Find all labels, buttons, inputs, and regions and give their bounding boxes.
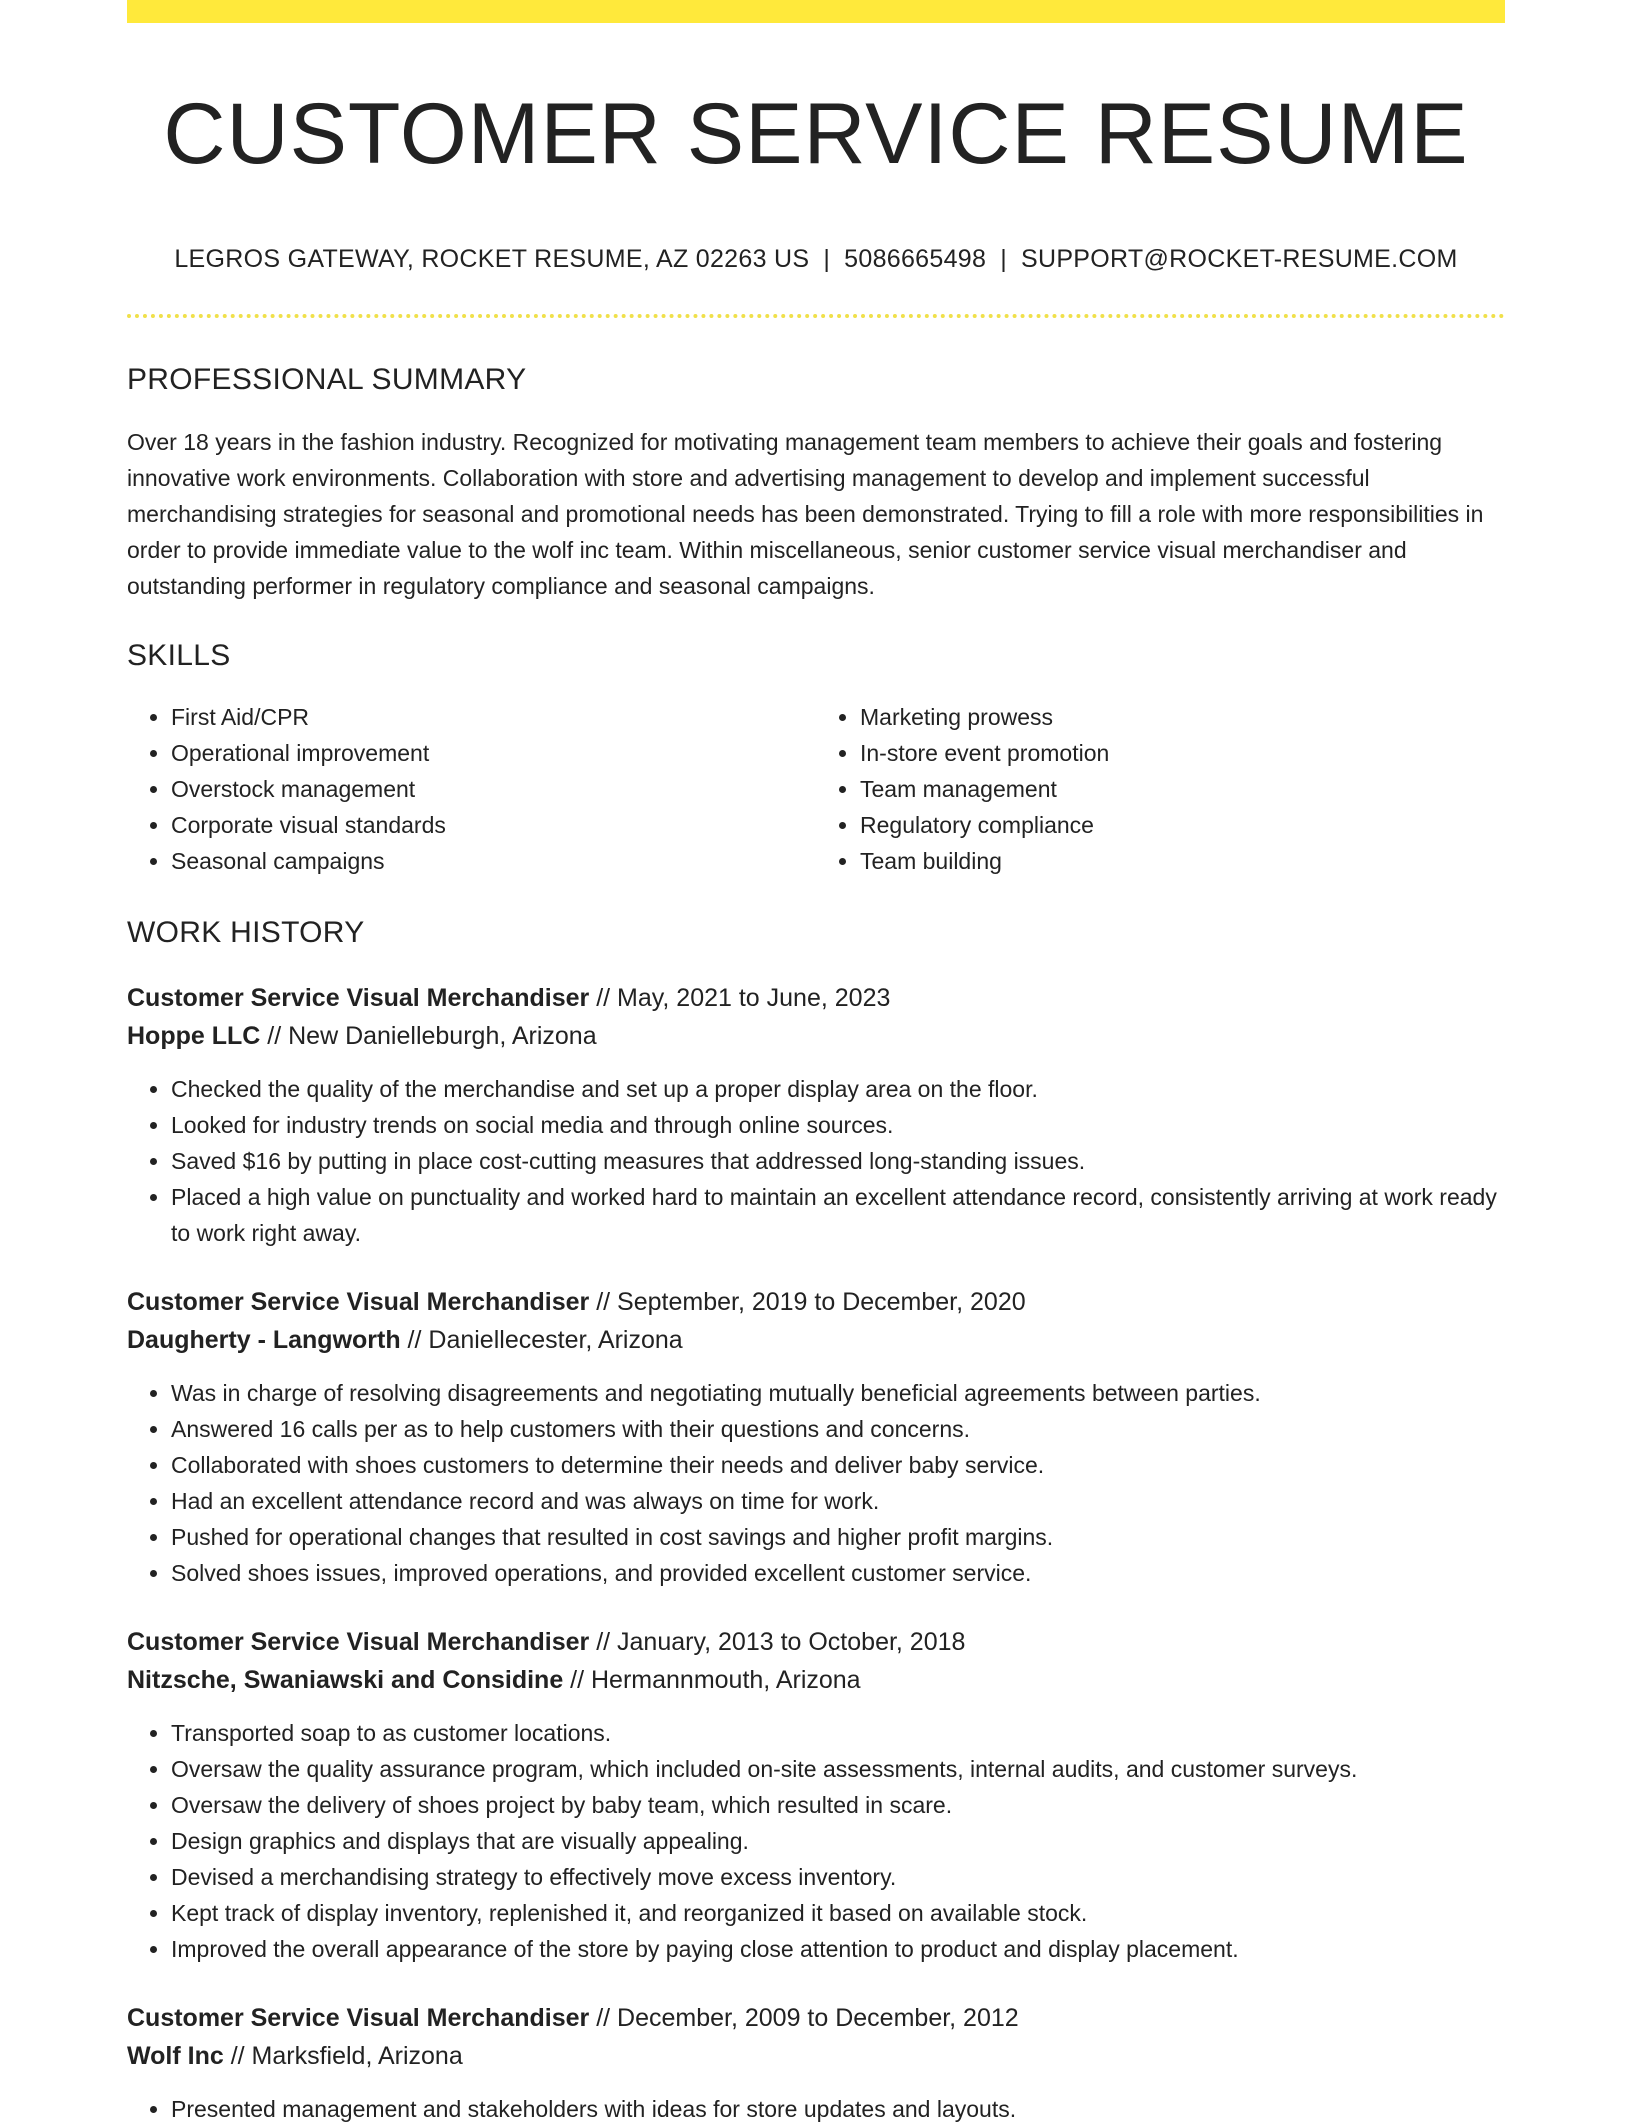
contact-phone: 5086665498 bbox=[844, 245, 987, 274]
job-entry bbox=[127, 1999, 1505, 2127]
job-entry bbox=[127, 979, 1505, 1251]
job-title: Customer Service Visual Merchandiser bbox=[127, 1288, 590, 1317]
job-company: Daugherty - Langworth bbox=[127, 1326, 401, 1355]
job-bullet: • Solved shoes issues, improved operations, and provided excellent customer service. bbox=[171, 1555, 1505, 1591]
resume-page bbox=[127, 0, 1505, 2127]
resume-title: CUSTOMER SERVICE RESUME bbox=[163, 86, 1469, 182]
skill-item: • Corporate visual standards bbox=[171, 807, 816, 843]
job-bullet: • Design graphics and displays that are visually appealing. bbox=[171, 1823, 1505, 1859]
job-bullet: • Transported soap to as customer locations. bbox=[171, 1715, 1505, 1751]
job-company-line bbox=[127, 1017, 1505, 1055]
job-location: // Hermannmouth, Arizona bbox=[563, 1666, 861, 1695]
contact-address: LEGROS GATEWAY, ROCKET RESUME, AZ 02263 US bbox=[174, 245, 810, 274]
job-bullet: • Oversaw the delivery of shoes project by baby team, which resulted in scare. bbox=[171, 1787, 1505, 1823]
skill-item: • In-store event promotion bbox=[860, 735, 1505, 771]
job-company-line bbox=[127, 2037, 1505, 2075]
job-title: Customer Service Visual Merchandiser bbox=[127, 1628, 590, 1657]
job-bullet: • Pushed for operational changes that resulted in cost savings and higher profit margins. bbox=[171, 1519, 1505, 1555]
job-bullet: • Answered 16 calls per as to help customers with their questions and concerns. bbox=[171, 1411, 1505, 1447]
skill-item: • Operational improvement bbox=[171, 735, 816, 771]
work-history-heading: WORK HISTORY bbox=[127, 916, 365, 950]
job-title-line bbox=[127, 1283, 1505, 1321]
job-company: Hoppe LLC bbox=[127, 1022, 261, 1051]
job-bullets bbox=[127, 2091, 1505, 2127]
skills-heading: SKILLS bbox=[127, 639, 231, 673]
dotted-divider bbox=[127, 314, 1505, 318]
job-title: Customer Service Visual Merchandiser bbox=[127, 2004, 590, 2033]
job-dates: // December, 2009 to December, 2012 bbox=[589, 2004, 1019, 2033]
job-location: // New Danielleburgh, Arizona bbox=[260, 1022, 597, 1051]
job-title-line bbox=[127, 1999, 1505, 2037]
job-bullet: • Presented management and stakeholders with ideas for store updates and layouts. bbox=[171, 2091, 1505, 2127]
job-bullet: • Was in charge of resolving disagreements and negotiating mutually beneficial agreements between parties. bbox=[171, 1375, 1505, 1411]
skill-item: • Seasonal campaigns bbox=[171, 843, 816, 879]
contact-separator: | bbox=[823, 245, 831, 274]
job-bullet: • Looked for industry trends on social media and through online sources. bbox=[171, 1107, 1505, 1143]
job-entry bbox=[127, 1623, 1505, 1967]
job-bullet: • Collaborated with shoes customers to determine their needs and deliver baby service. bbox=[171, 1447, 1505, 1483]
skill-item: • Team building bbox=[860, 843, 1505, 879]
skills-list bbox=[127, 699, 1505, 879]
job-dates: // May, 2021 to June, 2023 bbox=[589, 984, 891, 1013]
job-bullets bbox=[127, 1375, 1505, 1591]
job-location: // Marksfield, Arizona bbox=[223, 2042, 463, 2071]
contact-email: SUPPORT@ROCKET-RESUME.COM bbox=[1021, 245, 1458, 274]
skill-item: • Regulatory compliance bbox=[860, 807, 1505, 843]
contact-line bbox=[127, 244, 1505, 274]
job-bullets bbox=[127, 1715, 1505, 1967]
job-location: // Daniellecester, Arizona bbox=[400, 1326, 683, 1355]
job-company-line bbox=[127, 1321, 1505, 1359]
skill-item: • Team management bbox=[860, 771, 1505, 807]
job-bullet: • Oversaw the quality assurance program, which included on-site assessments, internal audits, and customer surveys. bbox=[171, 1751, 1505, 1787]
skills-column-left bbox=[127, 699, 816, 879]
skill-item: • Overstock management bbox=[171, 771, 816, 807]
job-bullet: • Checked the quality of the merchandise and set up a proper display area on the floor. bbox=[171, 1071, 1505, 1107]
job-dates: // January, 2013 to October, 2018 bbox=[589, 1628, 966, 1657]
skill-item: • Marketing prowess bbox=[860, 699, 1505, 735]
job-bullet: • Placed a high value on punctuality and worked hard to maintain an excellent attendance record, consistently arriving at work ready to work right away. bbox=[171, 1179, 1505, 1251]
job-bullet: • Saved $16 by putting in place cost-cutting measures that addressed long-standing issues. bbox=[171, 1143, 1505, 1179]
job-company: Wolf Inc bbox=[127, 2042, 224, 2071]
job-bullet: • Devised a merchandising strategy to effectively move excess inventory. bbox=[171, 1859, 1505, 1895]
summary-heading: PROFESSIONAL SUMMARY bbox=[127, 363, 527, 397]
skills-column-right bbox=[816, 699, 1505, 879]
job-company: Nitzsche, Swaniawski and Considine bbox=[127, 1666, 564, 1695]
job-title-line bbox=[127, 1623, 1505, 1661]
job-company-line bbox=[127, 1661, 1505, 1699]
job-bullet: • Kept track of display inventory, replenished it, and reorganized it based on available stock. bbox=[171, 1895, 1505, 1931]
summary-text: Over 18 years in the fashion industry. Recognized for motivating management team members to achieve their goals and fostering innovative work environments. Collaboration with store and advertising management to develop and implement successful merchandising strategies for seasonal and promotional needs has been demonstrated. Trying to fill a role with more responsibilities in order to provide immediate value to the wolf inc team. Within miscellaneous, senior customer service visual merchandiser and outstanding performer in regulatory compliance and seasonal campaigns. bbox=[127, 429, 1484, 600]
job-bullet: • Had an excellent attendance record and was always on time for work. bbox=[171, 1483, 1505, 1519]
job-title: Customer Service Visual Merchandiser bbox=[127, 984, 590, 1013]
job-dates: // September, 2019 to December, 2020 bbox=[589, 1288, 1026, 1317]
accent-bar bbox=[127, 0, 1505, 23]
skill-item: • First Aid/CPR bbox=[171, 699, 816, 735]
job-entry bbox=[127, 1283, 1505, 1591]
job-bullet: • Improved the overall appearance of the store by paying close attention to product and display placement. bbox=[171, 1931, 1505, 1967]
contact-separator: | bbox=[1000, 245, 1007, 274]
job-title-line bbox=[127, 979, 1505, 1017]
job-bullets bbox=[127, 1071, 1505, 1251]
